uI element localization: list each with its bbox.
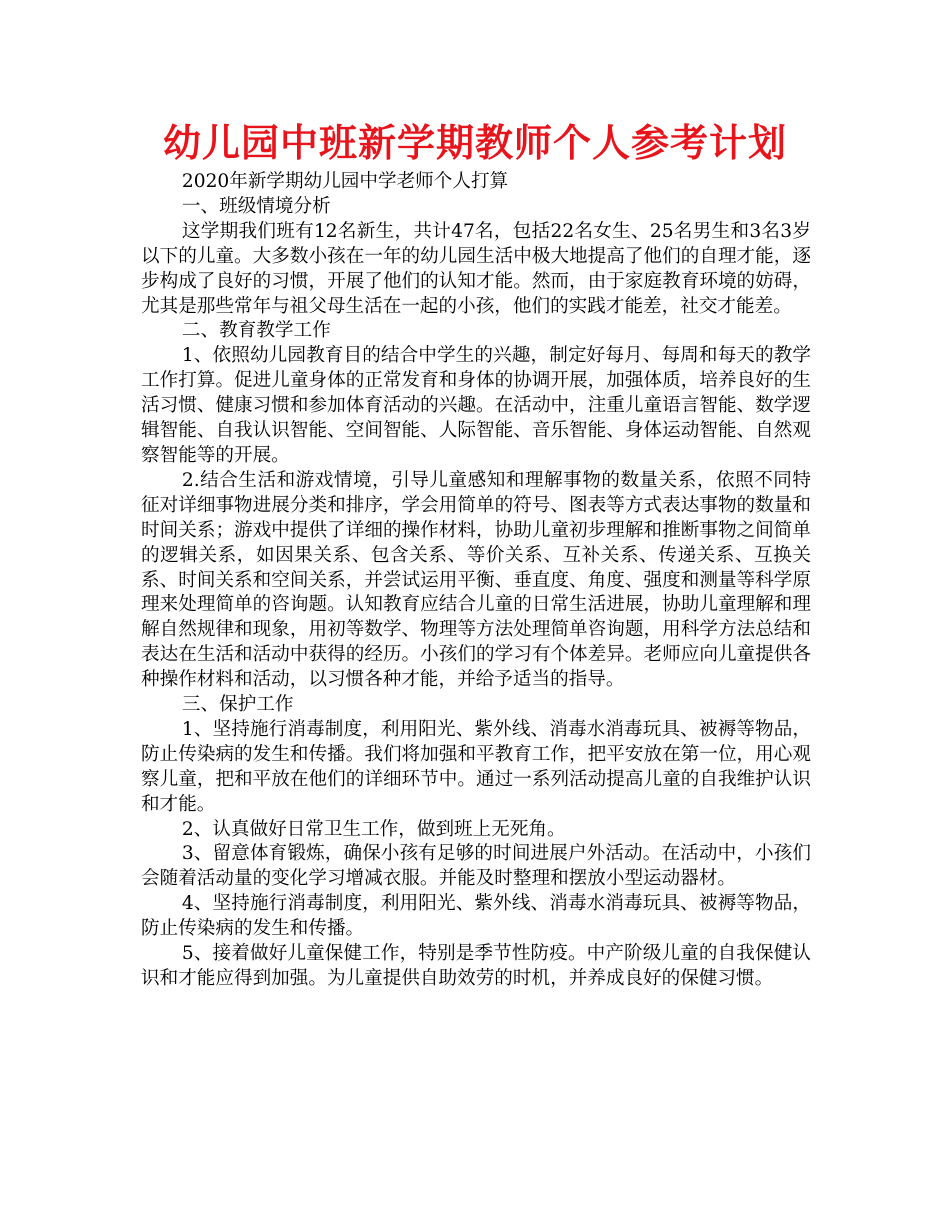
section-heading-protection: 三、保护工作	[181, 694, 294, 716]
paragraph-protection-5: 5、接着做好儿童保健工作，特别是季节性防疫。中产阶级儿童的自我保健认识和才能应得到加强。为儿童提供自助效劳的时机，并养成良好的保健习惯。	[141, 943, 811, 989]
section-heading-teaching: 二、教育教学工作	[181, 320, 331, 342]
paragraph-protection-2: 2、认真做好日常卫生工作，做到班上无死角。	[181, 818, 566, 840]
paragraph-class-analysis: 这学期我们班有12名新生，共计47名，包括22名女生、25名男生和3名3岁以下的儿童。大多数小孩在一年的幼儿园生活中极大地提高了他们的自理才能，逐步构成了良好的习惯，开展了他们的认知才能。然而，由于家庭教育环境的妨碍，尤其是那些常年与祖父母生活在一起的小孩，他们的实践才能差，社交才能差。	[141, 220, 811, 317]
document-body	[141, 170, 811, 992]
paragraph-protection-4: 4、坚持施行消毒制度，利用阳光、紫外线、消毒水消毒玩具、被褥等物品，防止传染病的发生和传播。	[141, 893, 811, 940]
plan-heading: 2020年新学期幼儿园中学老师个人打算	[181, 171, 509, 192]
section-heading-class-analysis: 一、班级情境分析	[181, 195, 331, 217]
paragraph-protection-3: 3、留意体育锻炼，确保小孩有足够的时间进展户外活动。在活动中，小孩们会随着活动量的变化学习增减衣服。并能及时整理和摆放小型运动器材。	[141, 843, 811, 890]
paragraph-protection-1: 1、坚持施行消毒制度，利用阳光、紫外线、消毒水消毒玩具、被褥等物品，防止传染病的发生和传播。我们将加强和平教育工作，把平安放在第一位，用心观察儿童，把和平放在他们的详细环节中。通过一系列活动提高儿童的自我维护认识和才能。	[141, 718, 811, 815]
document-title: 幼儿园中班新学期教师个人参考计划	[162, 121, 787, 165]
paragraph-teaching-1: 1、依照幼儿园教育目的结合中学生的兴趣，制定好每月、每周和每天的教学工作打算。促进儿童身体的正常发育和身体的协调开展，加强体质，培养良好的生活习惯、健康习惯和参加体育活动的兴趣。在活动中，注重儿童语言智能、数学逻辑智能、自我认识智能、空间智能、人际智能、音乐智能、身体运动智能、自然观察智能等的开展。	[141, 345, 811, 466]
paragraph-teaching-2: 2.结合生活和游戏情境，引导儿童感知和理解事物的数量关系，依照不同特征对详细事物进展分类和排序，学会用简单的符号、图表等方式表达事物的数量和时间关系；游戏中提供了详细的操作材料，协助儿童初步理解和推断事物之间简单的逻辑关系，如因果关系、包含关系、等价关系、互补关系、传递关系、互换关系、时间关系和空间关系，并尝试运用平衡、垂直度、角度、强度和测量等科学原理来处理简单的咨询题。认知教育应结合儿童的日常生活进展，协助儿童理解和理解自然规律和现象，用初等数学、物理等方法处理简单咨询题，用科学方法总结和表达在生活和活动中获得的经历。小孩们的学习有个体差异。老师应向儿童提供各种操作材料和活动，以习惯各种才能，并给予适当的指导。	[141, 469, 811, 691]
